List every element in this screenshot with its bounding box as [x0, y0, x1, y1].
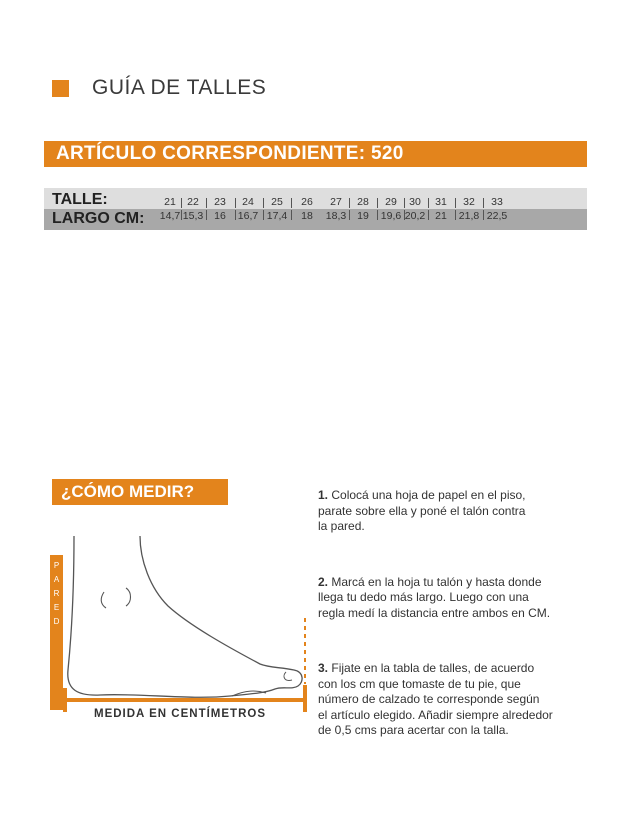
size-table	[44, 188, 587, 230]
size-cell: 28	[357, 196, 369, 208]
wall-letter: E	[53, 603, 60, 612]
step-line	[318, 661, 608, 677]
size-cell: 29	[385, 196, 397, 208]
size-row	[44, 188, 587, 209]
step-text: Colocá una hoja de papel en el piso,	[331, 488, 526, 502]
step-number: 1.	[318, 488, 329, 502]
measure-step	[318, 575, 608, 622]
measure-end-right	[303, 685, 307, 712]
step-text: regla medí la distancia entre ambos en CM.	[318, 605, 551, 620]
ankle-mark	[101, 592, 106, 608]
size-cell: 25	[271, 196, 283, 208]
length-cell: 17,4	[266, 210, 288, 222]
length-cell: 22,5	[486, 210, 508, 222]
step-text: la pared.	[318, 519, 365, 533]
step-text: Fijate en la tabla de talles, de acuerdo	[331, 661, 535, 675]
length-cell: 16	[214, 210, 226, 222]
step-text: de 0,5 cms para acertar con la talla.	[318, 723, 509, 737]
wall-letter: P	[53, 561, 60, 570]
foot-diagram	[0, 530, 330, 730]
length-cell: 21	[435, 210, 447, 222]
cell-separator	[428, 210, 429, 220]
step-line	[318, 606, 608, 622]
page-title: GUÍA DE TALLES	[92, 76, 267, 99]
size-cell: 23	[214, 196, 226, 208]
step-line	[318, 723, 608, 739]
size-cell: 32	[463, 196, 475, 208]
length-cell: 18,3	[325, 210, 347, 222]
measure-line	[63, 698, 305, 702]
length-label: LARGO CM:	[52, 210, 145, 227]
cell-separator	[428, 198, 429, 208]
step-number: 2.	[318, 574, 329, 589]
step-line	[318, 575, 608, 591]
title-square-icon	[52, 80, 69, 97]
step-text: el artículo elegido. Añadir siempre alrededor	[318, 707, 553, 722]
size-label: TALLE:	[52, 191, 108, 208]
length-cell: 18	[301, 210, 313, 222]
length-cell: 20,2	[404, 210, 426, 222]
size-cell: 33	[491, 196, 503, 208]
cell-separator	[349, 210, 350, 220]
step-text: con los cm que tomaste de tu pie, que	[318, 676, 521, 691]
foot-outline	[68, 536, 302, 697]
cell-separator	[404, 210, 405, 220]
wall-letter: A	[53, 575, 60, 584]
wall-letter: R	[53, 589, 60, 598]
cell-separator	[181, 210, 182, 220]
step-text: parate sobre ella y poné el talón contra	[318, 503, 526, 518]
cell-separator	[377, 198, 378, 208]
cell-separator	[483, 210, 484, 220]
measure-steps	[318, 488, 608, 739]
step-line	[318, 590, 608, 606]
step-line	[318, 692, 608, 708]
step-line	[318, 488, 608, 504]
cell-separator	[263, 210, 264, 220]
cell-separator	[206, 198, 207, 208]
cell-separator	[291, 210, 292, 220]
size-cell: 26	[301, 196, 313, 208]
length-cell: 21,8	[458, 210, 480, 222]
length-cell: 16,7	[237, 210, 259, 222]
length-row	[44, 209, 587, 230]
length-cell: 15,3	[182, 210, 204, 222]
ankle-mark	[126, 588, 131, 606]
size-cell: 22	[187, 196, 199, 208]
cell-separator	[455, 210, 456, 220]
step-text: Marcá en la hoja tu talón y hasta donde	[331, 574, 542, 589]
size-cell: 27	[330, 196, 342, 208]
step-line	[318, 708, 608, 724]
cell-separator	[206, 210, 207, 220]
cell-separator	[483, 198, 484, 208]
length-cell: 14,7	[159, 210, 181, 222]
cell-separator	[263, 198, 264, 208]
length-cell: 19	[357, 210, 369, 222]
measure-step	[318, 661, 608, 739]
how-to-measure-title: ¿CÓMO MEDIR?	[52, 479, 228, 505]
measure-end-left	[63, 688, 67, 712]
measure-step	[318, 488, 608, 535]
article-banner: ARTÍCULO CORRESPONDIENTE: 520	[44, 141, 587, 167]
size-cell: 21	[164, 196, 176, 208]
size-cell: 31	[435, 196, 447, 208]
cell-separator	[349, 198, 350, 208]
toenail-mark	[284, 672, 292, 680]
cell-separator	[181, 198, 182, 208]
cell-separator	[235, 210, 236, 220]
step-line	[318, 504, 608, 520]
step-line	[318, 519, 608, 535]
cell-separator	[377, 210, 378, 220]
wall-letter: D	[53, 617, 60, 626]
cell-separator	[455, 198, 456, 208]
step-number: 3.	[318, 661, 329, 675]
cell-separator	[404, 198, 405, 208]
measure-label: MEDIDA EN CENTÍMETROS	[94, 708, 266, 720]
cell-separator	[291, 198, 292, 208]
step-text: número de calzado te corresponde según	[318, 692, 540, 706]
step-line	[318, 677, 608, 693]
length-cell: 19,6	[380, 210, 402, 222]
size-cell: 30	[409, 196, 421, 208]
cell-separator	[235, 198, 236, 208]
step-text: llega tu dedo más largo. Luego con una	[318, 590, 529, 604]
size-cell: 24	[242, 196, 254, 208]
